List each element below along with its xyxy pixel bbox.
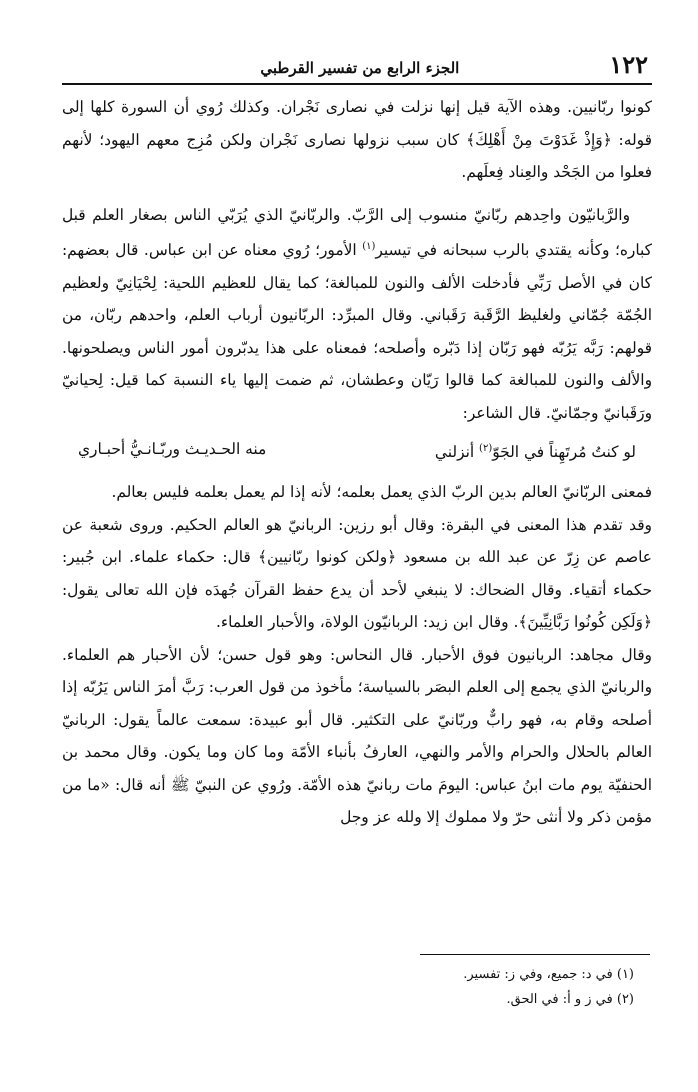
verse-first-hemistich (435, 433, 636, 468)
footnote-ref-1: (١) (362, 241, 376, 252)
page-header (62, 50, 652, 85)
page-number: ١٢٢ (609, 50, 648, 79)
body-text (62, 91, 652, 834)
paragraph-2-part-b: الأمور؛ رُوي معناه عن ابن عباس. قال بعضهم: كان في الأصل رَبِّي فأدخلت الألف والنون للمبالغة؛ كما يقال للعظيم اللحية: لِحْيَانِيّ ولعظيم الجُمّة جُمّاني ولغليظ الرَّقَبة رَقَباني. وقال المبرِّد: الربّانيون أرباب العلم، واحدهم ربّان، من قولهم: رَبَّه يَرُبّه فهو رَبّان إذا دَبّره وأصلحه؛ فمعناه على هذا يدبّرون أمور الناس ويصلحونها. والألف والنون للمبالغة كما قالوا رَيّان وعطشان، ثم ضمت إليها ياء النسبة كما قيل: لِحيانيّ ورَقَبانيّ وجمّانيّ. قال الشاعر: (62, 241, 652, 422)
paragraph-2-part-a: والرَّبانيّون واحِدهم ربّانيّ منسوب إلى الرَّبّ. والربّانيّ الذي يُرَبّي الناس بصغار العلم قبل كباره؛ وكأنه يقتدي بالرب سبحانه في تيسير (62, 205, 652, 260)
footnote-2: (٢) في ز و أ: في الحق. (506, 992, 634, 1007)
verse-second-hemistich: منه الحـديـث وربّـانـيُّ أحبـاري (78, 440, 267, 459)
footnotes (62, 962, 652, 1012)
verse-first-hemistich-a: لو كنتُ مُرتَهِناً في الجَوّ (492, 443, 636, 462)
paragraph-1: كونوا ربّانيين. وهذه الآية قيل إنها نزلت في نصارى نَجْران. وكذلك رُوي أن السورة كلها إلى قوله: ﴿وَإِذْ غَدَوْتَ مِنْ أَهْلِكَ﴾ كان سبب نزولها نصارى نَجْران ولكن مُزِج معهم اليهود؛ لأنهم فعلوا من الجَحْد والعِناد فِعلَهم. (62, 98, 652, 181)
footnote-ref-2: (٢) (479, 443, 493, 455)
footnote-divider (420, 954, 650, 955)
running-title: الجزء الرابع من تفسير القرطبي (260, 59, 460, 77)
verse-first-hemistich-b: أنزلني (434, 443, 480, 462)
document-page (62, 50, 652, 834)
paragraph-4: وقد تقدم هذا المعنى في البقرة: وقال أبو رزين: الربانيّ هو العالم الحكيم. وروى شعبة عن عاصم عن زِرّ عن عبد الله بن مسعود ﴿ولكن كونوا ربّانيين﴾ قال: حكماء علماء. ابن جُبير: حكماء أتقياء. وقال الضحاك: لا ينبغي لأحد أن يدع حفظ القرآن جُهدَه فإن الله تعالى يقول: ﴿وَلَكِن كُونُوا رَبَّانِيِّينَ﴾. وقال ابن زيد: الربانيّون الولاة، والأحبار العلماء. (62, 515, 652, 632)
paragraph-2 (62, 199, 652, 430)
paragraph-5: وقال مجاهد: الربانيون فوق الأحبار. قال النحاس: وهو قول حسن؛ لأن الأحبار هم العلماء. والربانيّ الذي يجمع إلى العلم البصَر بالسياسة؛ مأخوذ من قول العرب: رَبَّ أمرَ الناس يَرُبّه إذا أصلحه وقام به، فهو رابٌّ وربّانيّ على التكثير. قال أبو عبيدة: سمعت عالماً يقول: الربانيّ العالم بالحلال والحرام والأمر والنهي، العارفُ بأنباء الأمّة وما كان وما يكون. وقال محمد بن الحنفيّة يوم مات ابنُ عباس: اليومَ مات ربانيّ هذه الأمّة. ورُوي عن النبيّ ﷺ أنه قال: «ما من مؤمن ذكر ولا أنثى حرّ ولا مملوك إلا ولله عز وجل (62, 645, 652, 827)
poem-verse (62, 429, 652, 476)
paragraph-3: فمعنى الربّانيّ العالم بدين الربّ الذي يعمل بعلمه؛ لأنه إذا لم يعمل بعلمه فليس بعالم. (111, 483, 652, 502)
footnote-1: (١) في د: جميع، وفي ز: تفسير. (463, 967, 634, 982)
